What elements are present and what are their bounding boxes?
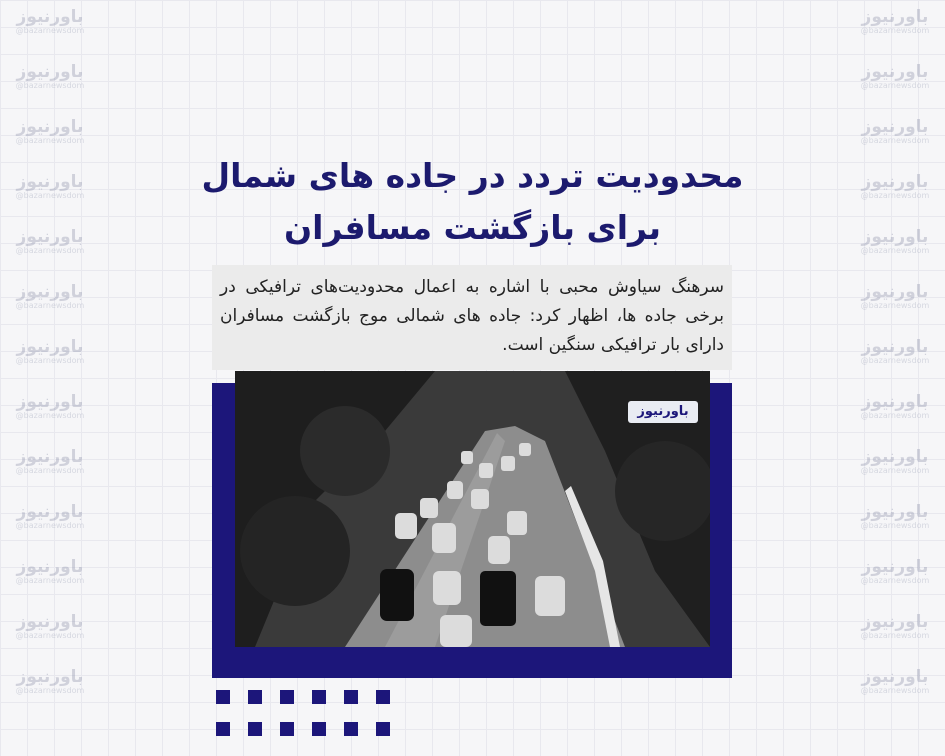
headline	[200, 150, 745, 254]
watermark-handle: @bazarnewsdom	[15, 686, 85, 695]
watermark	[4, 63, 96, 93]
watermark-logo: باورنیوز	[861, 667, 929, 687]
watermark	[4, 503, 96, 533]
watermark-logo: باورنیوز	[16, 612, 84, 632]
square-dot	[248, 690, 262, 704]
decorative-squares	[216, 690, 390, 736]
watermark	[4, 448, 96, 478]
watermark-logo: باورنیوز	[861, 612, 929, 632]
watermark-logo: باورنیوز	[16, 667, 84, 687]
watermark-logo: باورنیوز	[861, 7, 929, 27]
watermark	[4, 393, 96, 423]
square-dot	[344, 722, 358, 736]
watermark-handle: @bazarnewsdom	[860, 576, 930, 585]
watermark-logo: باورنیوز	[861, 227, 929, 247]
watermark-handle: @bazarnewsdom	[860, 301, 930, 310]
watermark	[4, 118, 96, 148]
headline-line-2: برای بازگشت مسافران	[284, 208, 661, 247]
watermark	[4, 283, 96, 313]
watermark-logo: باورنیوز	[16, 62, 84, 82]
watermark-handle: @bazarnewsdom	[860, 466, 930, 475]
watermark	[849, 118, 941, 148]
watermark	[4, 338, 96, 368]
watermark-handle: @bazarnewsdom	[860, 521, 930, 530]
square-dot	[312, 690, 326, 704]
watermark-handle: @bazarnewsdom	[860, 191, 930, 200]
watermark-logo: باورنیوز	[861, 337, 929, 357]
square-dot	[280, 690, 294, 704]
watermark-logo: باورنیوز	[861, 117, 929, 137]
square-dot	[376, 722, 390, 736]
watermark-handle: @bazarnewsdom	[15, 136, 85, 145]
watermark-handle: @bazarnewsdom	[860, 26, 930, 35]
watermark-logo: باورنیوز	[16, 172, 84, 192]
watermark-handle: @bazarnewsdom	[15, 631, 85, 640]
watermark-handle: @bazarnewsdom	[15, 246, 85, 255]
square-dot	[312, 722, 326, 736]
watermark-handle: @bazarnewsdom	[860, 686, 930, 695]
watermark	[4, 228, 96, 258]
square-dot	[376, 690, 390, 704]
square-dot	[248, 722, 262, 736]
watermark-logo: باورنیوز	[861, 502, 929, 522]
summary-text: سرهنگ سیاوش محبی با اشاره به اعمال محدودیت‌های ترافیکی در برخی جاده ها، اظهار کرد: جاده های شمالی موج بازگشت مسافران دارای بار ترافیکی سنگین است.	[220, 277, 724, 355]
watermark-logo: باورنیوز	[16, 227, 84, 247]
watermark-handle: @bazarnewsdom	[15, 521, 85, 530]
watermark-logo: باورنیوز	[861, 392, 929, 412]
watermark	[849, 613, 941, 643]
watermark	[4, 668, 96, 698]
watermark-logo: باورنیوز	[16, 337, 84, 357]
watermark-handle: @bazarnewsdom	[15, 81, 85, 90]
watermark-logo: باورنیوز	[16, 7, 84, 27]
watermark-logo: باورنیوز	[861, 557, 929, 577]
watermark-handle: @bazarnewsdom	[860, 356, 930, 365]
watermark	[849, 393, 941, 423]
square-dot	[344, 690, 358, 704]
watermark	[4, 8, 96, 38]
watermark-logo: باورنیوز	[16, 117, 84, 137]
watermark-handle: @bazarnewsdom	[15, 411, 85, 420]
watermark-logo: باورنیوز	[861, 447, 929, 467]
watermark-column-left	[4, 8, 96, 698]
watermark-handle: @bazarnewsdom	[860, 246, 930, 255]
watermark	[849, 173, 941, 203]
watermark-logo: باورنیوز	[861, 282, 929, 302]
watermark	[849, 63, 941, 93]
watermark-handle: @bazarnewsdom	[860, 81, 930, 90]
watermark-logo: باورنیوز	[861, 172, 929, 192]
watermark-handle: @bazarnewsdom	[860, 136, 930, 145]
traffic-photo	[235, 371, 710, 647]
watermark	[4, 558, 96, 588]
photo-logo: باورنیوز	[628, 401, 698, 423]
watermark-handle: @bazarnewsdom	[15, 466, 85, 475]
watermark	[4, 613, 96, 643]
square-dot	[216, 722, 230, 736]
watermark-column-right	[849, 8, 941, 698]
watermark-logo: باورنیوز	[16, 502, 84, 522]
watermark-handle: @bazarnewsdom	[15, 26, 85, 35]
watermark-handle: @bazarnewsdom	[15, 576, 85, 585]
watermark	[849, 503, 941, 533]
watermark-logo: باورنیوز	[16, 447, 84, 467]
headline-line-1: محدودیت تردد در جاده های شمال	[201, 156, 744, 195]
watermark-handle: @bazarnewsdom	[860, 411, 930, 420]
summary-box	[212, 265, 732, 370]
watermark-handle: @bazarnewsdom	[15, 356, 85, 365]
watermark	[849, 448, 941, 478]
watermark	[4, 173, 96, 203]
watermark	[849, 8, 941, 38]
watermark	[849, 283, 941, 313]
watermark-handle: @bazarnewsdom	[860, 631, 930, 640]
watermark	[849, 338, 941, 368]
square-dot	[216, 690, 230, 704]
watermark	[849, 558, 941, 588]
watermark	[849, 668, 941, 698]
watermark-logo: باورنیوز	[861, 62, 929, 82]
watermark	[849, 228, 941, 258]
watermark-logo: باورنیوز	[16, 392, 84, 412]
watermark-handle: @bazarnewsdom	[15, 191, 85, 200]
watermark-handle: @bazarnewsdom	[15, 301, 85, 310]
watermark-logo: باورنیوز	[16, 282, 84, 302]
watermark-logo: باورنیوز	[16, 557, 84, 577]
square-dot	[280, 722, 294, 736]
